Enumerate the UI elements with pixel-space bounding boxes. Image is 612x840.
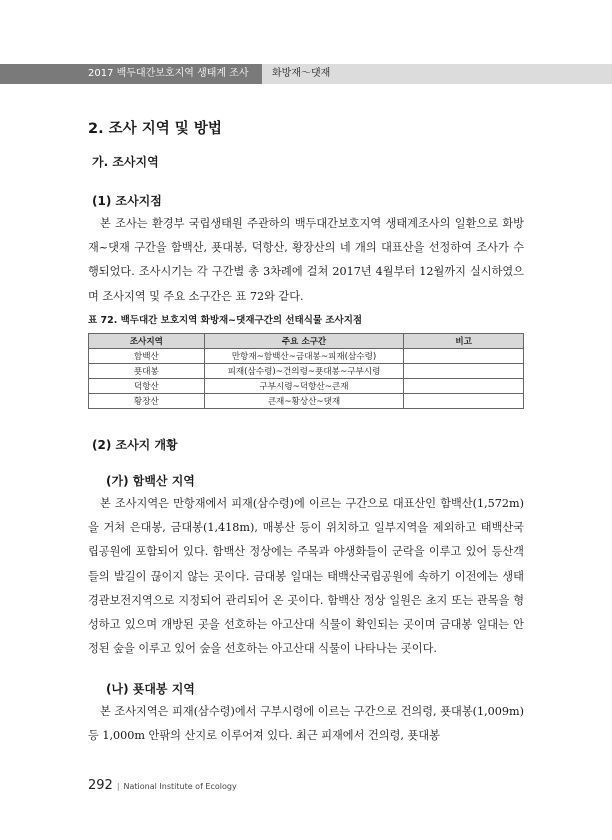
footer-separator: | [116,782,120,791]
table-row [89,364,524,379]
header-section-title: 화방재～댓재 [262,64,612,84]
overview-heading: (2) 조사지 개황 [92,438,178,452]
pyotdaebong-text: 본 조사지역은 피재(삼수령)에서 구부시령에 이르는 구간으로 건의령, 푯대봉(1,009m) 등 1,000m 안팎의 산지로 이루어져 있다. 최근 피재에서 건의령, 푯대봉 [88,705,524,743]
running-header [0,64,612,84]
page-number: 292 [88,778,113,793]
cell-region: 덕항산 [89,379,205,394]
survey-site-text: 본 조사는 환경부 국립생태원 주관하의 백두대간보호지역 생태계조사의 일환으로 화방재~댓재 구간을 함백산, 푯대봉, 덕항산, 황장산의 네 개의 대표산을 선정하여 조사가 수행되었다. 조사시기는 각 구간별 총 3차례에 걸쳐 2017년 4월부터 12월까지 실시하였으며 조사지역 및 주요 소구간은 표 72와 같다. [88,217,524,303]
cell-region: 푯대봉 [89,364,205,379]
survey-table [88,333,524,409]
cell-segment: 구부시령~덕항산~큰재 [204,379,404,394]
table-row [89,394,524,409]
survey-site-heading: (1) 조사지점 [92,194,162,208]
column-header-region: 조사지역 [89,334,205,349]
section-heading: 2. 조사 지역 및 방법 [88,121,222,137]
pyotdaebong-paragraph [88,700,524,748]
hambaeksan-text: 본 조사지역은 만항재에서 피재(삼수령)에 이르는 구간으로 대표산인 함백산(1,572m)을 거쳐 은대봉, 금대봉(1,418m), 매봉산 등이 위치하고 일부지역을 제외하고 태백산국립공원에 포함되어 있다. 함백산 정상에는 주목과 야생화들이 군락을 이루고 있어 등산객들의 발길이 끊이지 않는 곳이다. 금대봉 일대는 태백산국립공원에 속하기 이전에는 생태경관보전지역으로 지정되어 관리되어 온 곳이다. 함백산 정상 일원은 초지 또는 관목을 형성하고 있으며 개방된 곳을 선호하는 아고산대 식물이 확인되는 곳이며 금대봉 일대는 안정된 숲을 이루고 있어 숲을 선호하는 아고산대 식물이 나타나는 곳이다. [88,497,524,656]
cell-region: 황장산 [89,394,205,409]
cell-note [404,364,524,379]
cell-segment: 만항재~함백산~금대봉~피재(삼수령) [204,349,404,364]
cell-segment: 피재(삼수령)~건의령~푯대봉~구부시령 [204,364,404,379]
page-footer [88,774,237,793]
survey-site-paragraph [88,212,524,309]
institute-name: National Institute of Ecology [123,782,237,791]
pyotdaebong-heading: (나) 푯대봉 지역 [106,682,195,696]
cell-note [404,379,524,394]
table-row [89,379,524,394]
table-row [89,349,524,364]
hambaeksan-heading: (가) 함백산 지역 [106,474,195,488]
header-series-title: 2017 백두대간보호지역 생태계 조사 [0,64,262,84]
hambaeksan-paragraph [88,492,524,661]
subsection-heading: 가. 조사지역 [92,155,159,169]
column-header-note: 비고 [404,334,524,349]
table-header-row [89,334,524,349]
cell-note [404,394,524,409]
cell-note [404,349,524,364]
table-caption: 표 72. 백두대간 보호지역 화방재~댓재구간의 선태식물 조사지점 [88,315,363,326]
cell-region: 함백산 [89,349,205,364]
column-header-segment: 주요 소구간 [204,334,404,349]
cell-segment: 큰재~황상산~댓재 [204,394,404,409]
